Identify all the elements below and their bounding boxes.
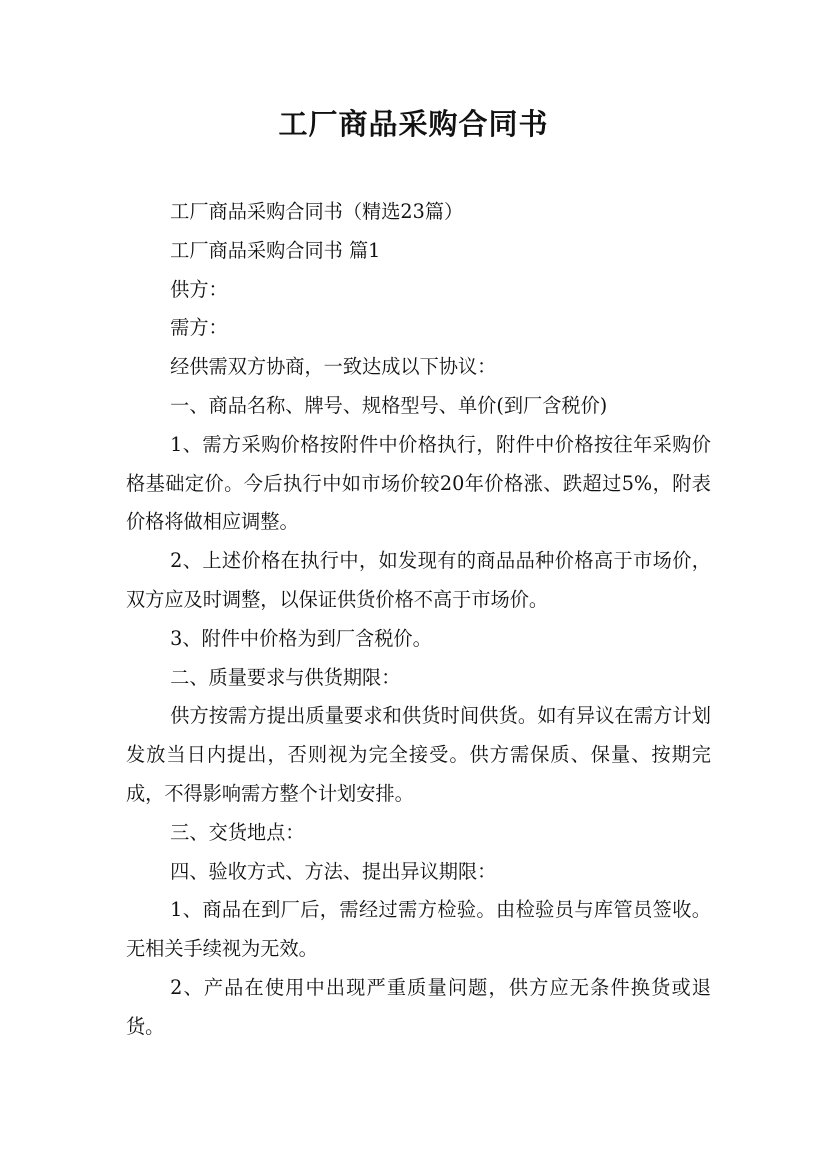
document-title: 工厂商品采购合同书 — [278, 107, 549, 141]
paragraph: 供方按需方提出质量要求和供货时间供货。如有异议在需方计划发放当日内提出，否则视为完全接受。供方需保质、保量、按期完成，不得影响需方整个计划安排。 — [126, 704, 711, 805]
paragraph: 需方： — [170, 316, 228, 340]
document-body — [126, 193, 711, 1047]
paragraph: 1、需方采购价格按附件中价格执行，附件中价格按往年采购价格基础定价。今后执行中如市场价较20年价格涨、跌超过5%，附表价格将做相应调整。 — [126, 432, 711, 534]
paragraph: 二、质量要求与供货期限： — [170, 665, 401, 689]
paragraph: 2、上述价格在执行中，如发现有的商品品种价格高于市场价，双方应及时调整，以保证供货价格不高于市场价。 — [126, 549, 711, 611]
paragraph: 供方： — [170, 277, 228, 301]
paragraph: 工厂商品采购合同书 篇1 — [170, 238, 381, 262]
paragraph: 一、商品名称、牌号、规格型号、单价(到厂含税价) — [170, 393, 608, 417]
paragraph: 2、产品在使用中出现严重质量问题，供方应无条件换货或退货。 — [126, 975, 711, 1038]
paragraph: 3、附件中价格为到厂含税价。 — [170, 626, 432, 650]
paragraph: 四、验收方式、方法、提出异议期限： — [170, 859, 497, 883]
paragraph: 经供需双方协商，一致达成以下协议： — [170, 355, 497, 379]
paragraph: 1、商品在到厂后，需经过需方检验。由检验员与库管员签收。无相关手续视为无效。 — [126, 898, 711, 961]
paragraph: 三、交货地点： — [170, 820, 305, 844]
paragraph: 工厂商品采购合同书（精选23篇） — [170, 200, 464, 223]
